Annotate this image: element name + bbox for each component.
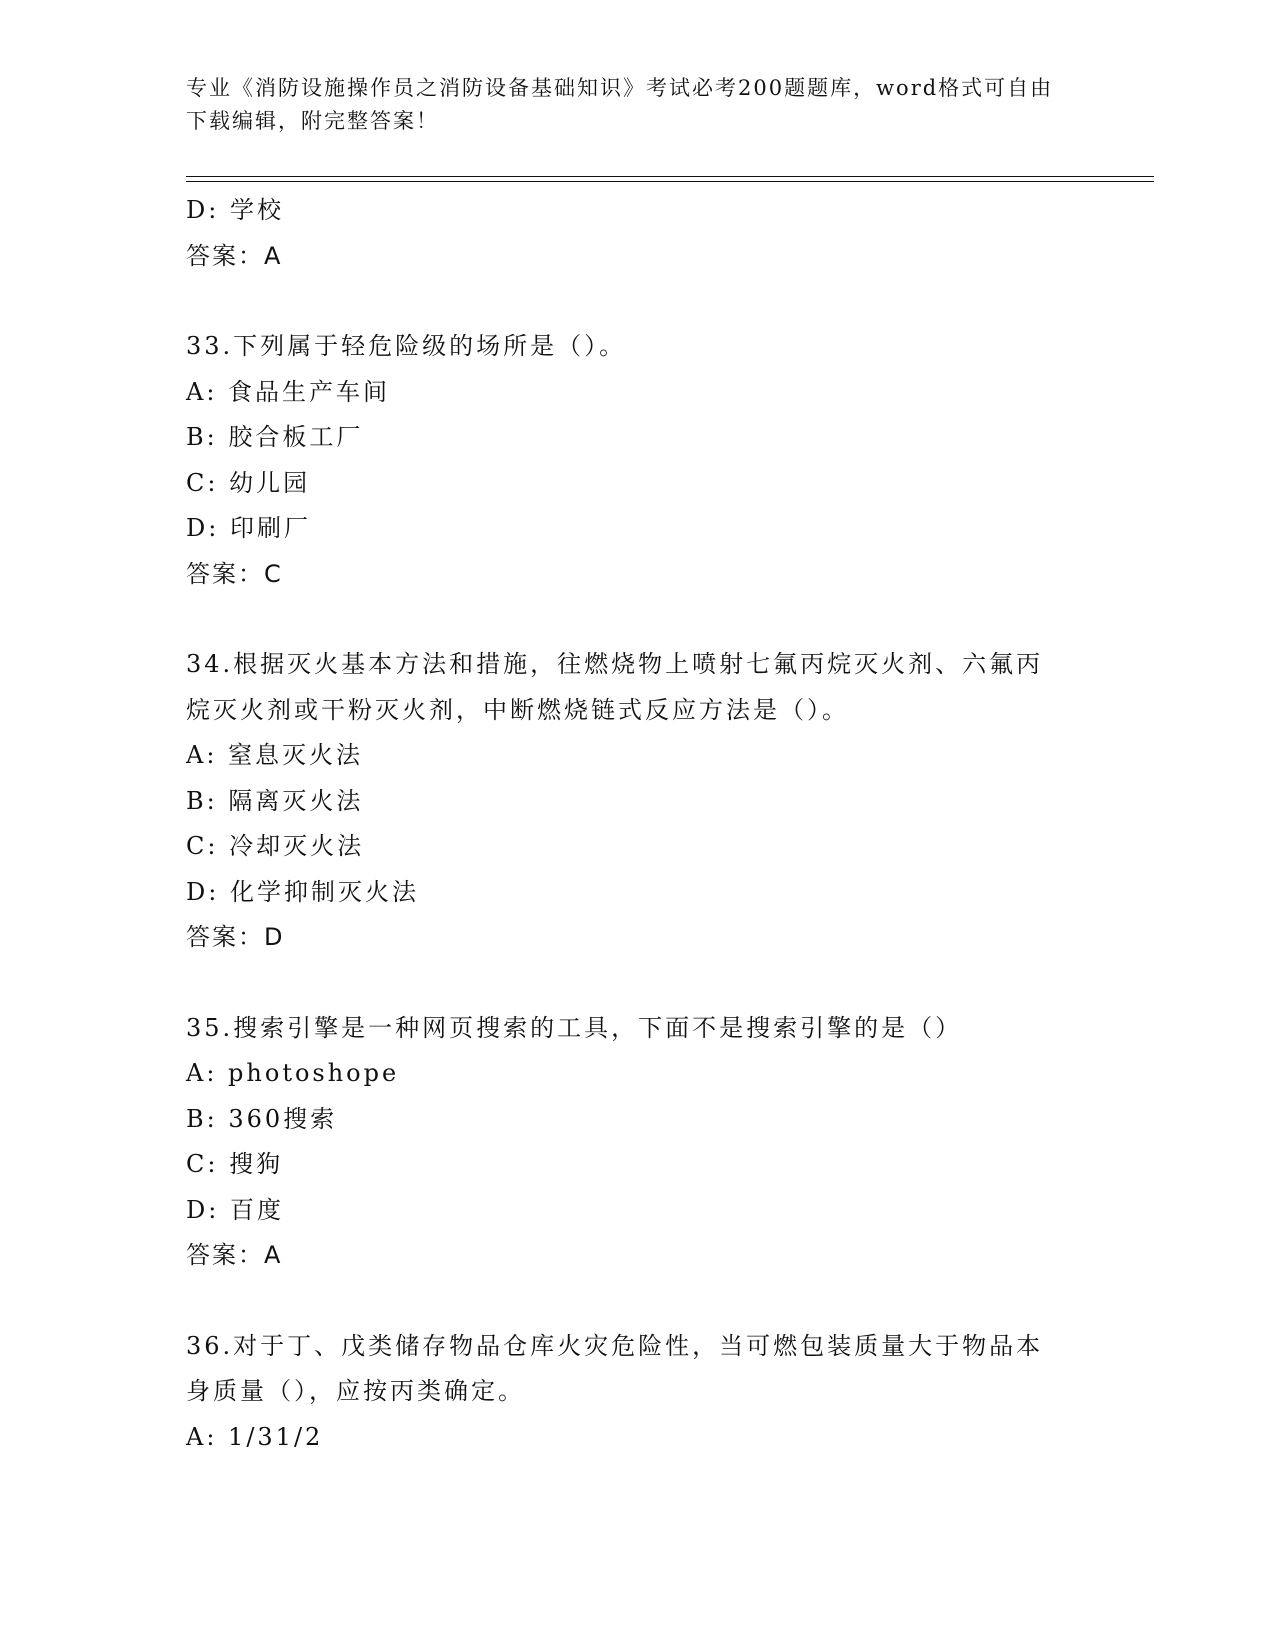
option-a: A: 窒息灭火法: [186, 741, 364, 769]
document-header: 专业《消防设施操作员之消防设备基础知识》考试必考200题题库，word格式可自由下载编辑，附完整答案！: [186, 76, 1054, 133]
question-34: [186, 642, 1156, 961]
question-35: [186, 1006, 1156, 1279]
option-a: A: 食品生产车间: [186, 377, 391, 406]
document-page: [186, 72, 1156, 1460]
option-c: C: 幼儿园: [186, 468, 311, 497]
question-text: 34.根据灭火基本方法和措施，往燃烧物上喷射七氟丙烷灭火剂、六氟丙烷灭火剂或干粉灭火剂，中断燃烧链式反应方法是（）。: [186, 650, 1044, 724]
option-d: D: 学校: [186, 196, 284, 224]
option-a: A: 1/31/2: [186, 1422, 324, 1451]
option-b: B: 隔离灭火法: [186, 786, 364, 815]
question-33: [186, 324, 1156, 597]
option-c: C: 冷却灭火法: [186, 832, 365, 860]
option-a: A: photoshope: [186, 1059, 400, 1087]
option-d: D: 印刷厂: [186, 514, 311, 542]
option-d: D: 化学抑制灭火法: [186, 877, 419, 906]
option-b: B: 360搜索: [186, 1104, 338, 1133]
option-b: B: 胶合板工厂: [186, 423, 364, 451]
header-double-rule: [186, 176, 1154, 182]
previous-question-tail: [186, 188, 1156, 279]
answer-line: 答案：A: [186, 1241, 283, 1269]
question-text: 35.搜索引擎是一种网页搜索的工具，下面不是搜索引擎的是（）: [186, 1013, 963, 1042]
question-text: 33.下列属于轻危险级的场所是（）。: [186, 332, 627, 360]
option-c: C: 搜狗: [186, 1150, 284, 1178]
answer-line: 答案：A: [186, 241, 283, 270]
answer-line: 答案：C: [186, 559, 283, 588]
answer-line: 答案：D: [186, 923, 285, 951]
question-text: 36.对于丁、戊类储存物品仓库火灾危险性，当可燃包装质量大于物品本身质量（），应按丙类确定。: [186, 1331, 1044, 1405]
option-d: D: 百度: [186, 1195, 284, 1224]
question-36: [186, 1324, 1156, 1461]
